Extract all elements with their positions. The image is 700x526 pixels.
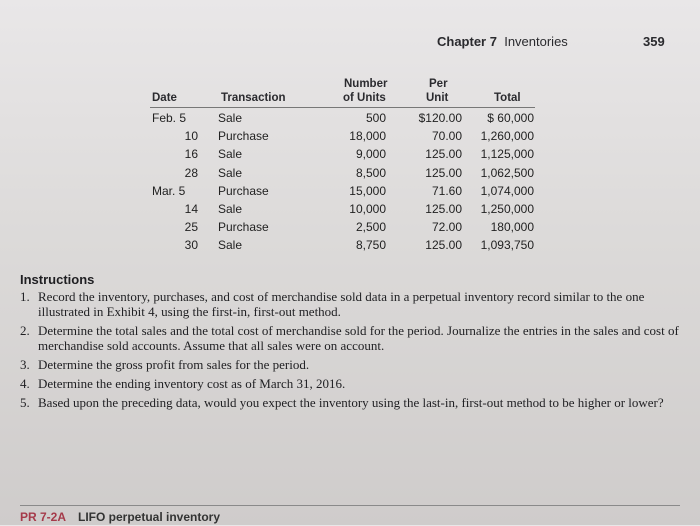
cell-total: 1,074,000 [480,183,534,198]
cell-total: 1,093,750 [480,238,534,253]
col-header-units-line1: Number [344,78,388,90]
cell-per-unit: 125.00 [425,147,462,162]
cell-transaction: Purchase [218,220,269,235]
instruction-text: Determine the ending inventory cost as of March 31, 2016. [38,376,346,391]
cell-transaction: Purchase [218,129,269,144]
instruction-item [20,357,680,372]
cell-total: 1,062,500 [480,165,534,180]
chapter-heading [437,34,568,49]
problem-title: LIFO perpetual inventory [78,510,221,524]
cell-units: 15,000 [349,183,386,198]
instructions-list [20,289,680,410]
instruction-text: Based upon the preceding data, would you expect the inventory using the last-in, first-out method to be higher or lower? [38,395,664,410]
instruction-item [20,395,680,410]
cell-units: 10,000 [349,202,386,216]
instruction-number: 4. [20,376,30,391]
cell-date: 28 [184,165,198,180]
cell-date: 25 [184,220,198,235]
instruction-number: 5. [20,395,30,410]
instruction-item [20,289,680,319]
cell-transaction: Sale [218,238,243,253]
instruction-number: 3. [20,357,30,372]
instruction-text: Determine the total sales and the total cost of merchandise sold for the period. Journalize the entries in the sales and cost of merchandise sold accounts. Assume that all sales were on account. [38,323,679,353]
cell-units: 18,000 [349,129,386,144]
header-rule [150,107,535,108]
cell-total: 1,260,000 [480,129,534,144]
col-header-units-line2: of Units [343,92,386,104]
cell-date: 30 [184,238,198,253]
instruction-text: Determine the gross profit from sales for the period. [38,357,310,372]
cell-transaction: Purchase [218,183,269,198]
col-header-date: Date [152,92,177,104]
chapter-label: Chapter 7 [437,34,497,49]
cell-units: 8,750 [355,238,386,253]
cell-per-unit: 70.00 [431,129,462,144]
problem-code: PR 7-2A [20,510,67,524]
page-header [0,34,700,54]
cell-date: 16 [184,147,198,162]
cell-total: $ 60,000 [487,111,534,125]
cell-units: 500 [365,111,386,125]
cell-total: 180,000 [490,220,534,235]
cell-date: Mar. 5 [152,183,186,198]
instructions-section [20,272,680,414]
cell-transaction: Sale [218,165,243,180]
col-header-transaction: Transaction [221,92,286,104]
cell-units: 9,000 [355,147,386,162]
chapter-title: Inventories [504,34,568,49]
col-header-per-line2: Unit [426,92,449,104]
cell-transaction: Sale [218,147,243,162]
cell-transaction: Sale [218,202,243,216]
next-problem-heading [20,505,680,526]
instructions-title: Instructions [20,272,95,287]
cell-transaction: Sale [218,111,243,125]
instruction-text: Record the inventory, purchases, and cost of merchandise sold data in a perpetual inventory record similar to the one illustrated in Exhibit 4, using the first-in, first-out method. [38,289,645,319]
cell-per-unit: 71.60 [431,183,462,198]
cell-date: 14 [184,202,198,216]
instruction-item [20,323,680,353]
page-number: 359 [643,34,665,49]
cell-per-unit: $120.00 [418,111,462,125]
cell-date: Feb. 5 [152,111,187,125]
cell-date: 10 [184,129,198,144]
cell-per-unit: 72.00 [431,220,462,235]
cell-per-unit: 125.00 [425,202,462,216]
cell-units: 8,500 [355,165,386,180]
cell-total: 1,125,000 [480,147,534,162]
cell-total: 1,250,000 [480,202,534,216]
col-header-total: Total [494,92,521,104]
instruction-number: 1. [20,289,30,304]
cell-per-unit: 125.00 [425,165,462,180]
instruction-number: 2. [20,323,30,338]
cell-per-unit: 125.00 [425,238,462,253]
cell-units: 2,500 [355,220,386,235]
col-header-per-line1: Per [429,78,448,90]
instruction-item [20,376,680,391]
